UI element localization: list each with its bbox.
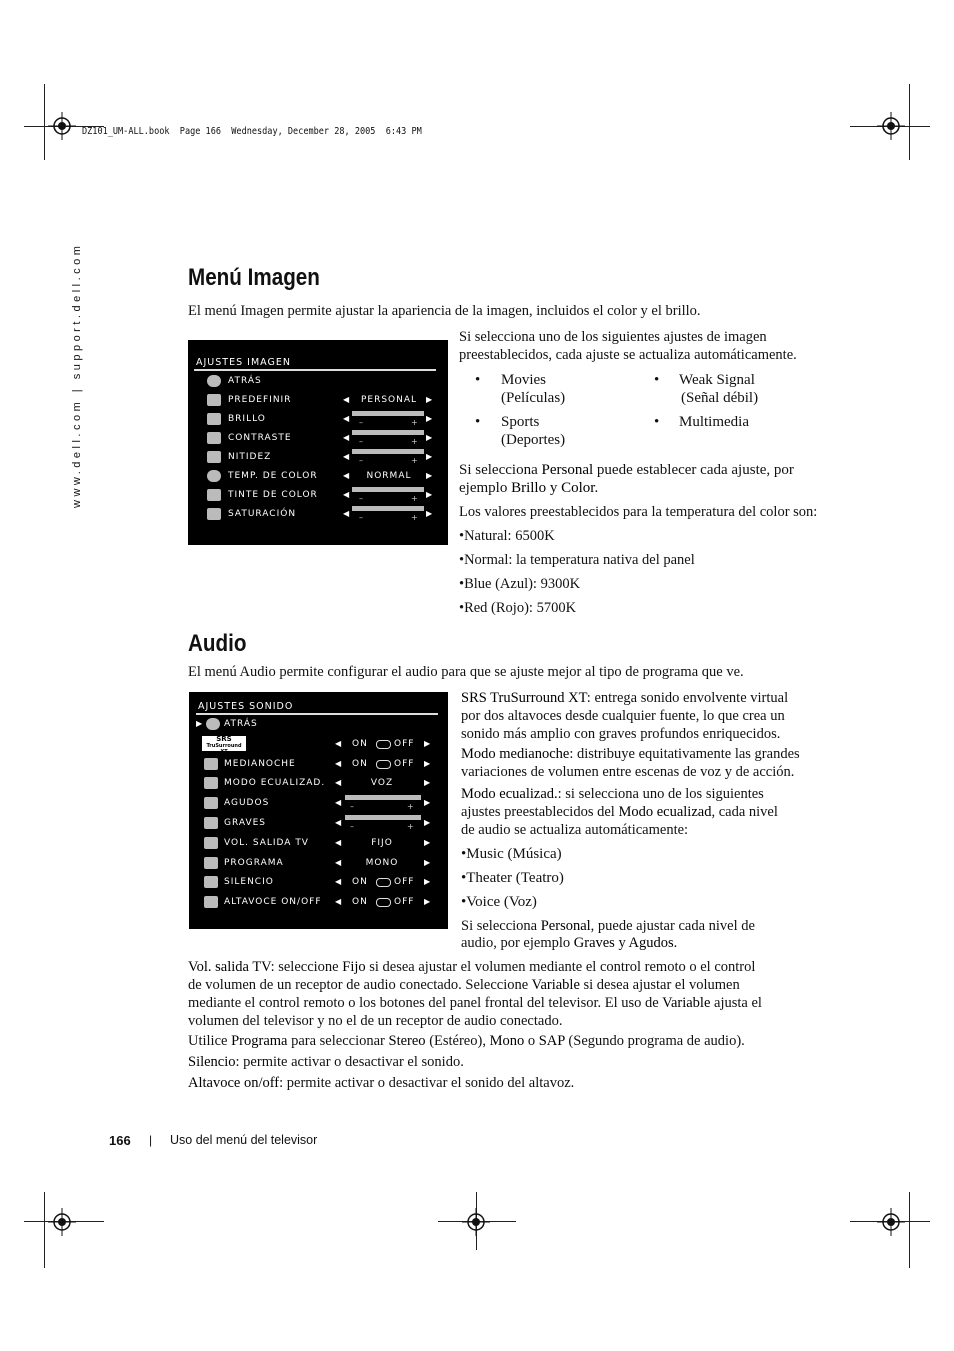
osd-row-icon [204, 837, 218, 849]
osd-row-value: VOZ [370, 778, 394, 789]
midnight-line1: Modo medianoche: distribuye equitativamente las grandes [461, 746, 800, 762]
osd-row-icon [204, 857, 218, 869]
osd-slider [352, 411, 424, 416]
osd-row [189, 715, 448, 734]
list-item: Sports [501, 414, 540, 430]
srs-trusurround-logo [202, 734, 246, 755]
osd-row [188, 486, 448, 505]
list-item: • [654, 414, 660, 430]
minus-icon: – [359, 513, 363, 522]
section-heading-imagen: Menú Imagen [188, 264, 320, 291]
minus-icon: – [359, 494, 363, 503]
osd-row [188, 391, 448, 410]
srs-logo-subtext: TruSurround XT [206, 742, 242, 755]
osd-row [189, 854, 448, 873]
silencio-line: Silencio: permite activar o desactivar el sonido. [188, 1054, 464, 1070]
toggle-switch-icon [376, 760, 391, 769]
back-icon [206, 718, 220, 730]
osd-slider [352, 506, 424, 511]
arrow-right-icon: ▶ [424, 798, 431, 808]
eq-line2: ajustes preestablecidos del Modo ecualizad, cada nivel [461, 804, 778, 820]
osd-row [188, 410, 448, 429]
audio-personal-line1: Si selecciona Personal, puede ajustar cada nivel de [461, 918, 755, 934]
arrow-left-icon: ◀ [335, 778, 342, 788]
osd-slider [352, 449, 424, 454]
registration-mark-icon [877, 1208, 905, 1236]
arrow-right-icon: ▶ [424, 897, 431, 907]
srs-line1: SRS TruSurround XT: entrega sonido envolvente virtual [461, 690, 789, 706]
eq-mode: •Music (Música) [461, 846, 562, 862]
arrow-right-icon: ▶ [426, 452, 433, 461]
osd-title: AJUSTES IMAGEN [196, 357, 291, 368]
arrow-left-icon: ◀ [335, 798, 342, 808]
registration-mark-icon [877, 112, 905, 140]
list-item: Movies [501, 372, 546, 388]
osd-row [189, 794, 448, 813]
osd-row-label: ALTAVOCE ON/OFF [224, 897, 322, 908]
osd-slider [345, 795, 421, 800]
minus-icon: – [350, 802, 354, 812]
eq-line3: de audio se actualiza automáticamente: [461, 822, 689, 838]
imagen-personal-line2: ejemplo Brillo y Color. [459, 480, 599, 496]
osd-row-label: SATURACIÓN [228, 509, 297, 519]
arrow-right-icon: ▶ [426, 471, 433, 480]
arrow-left-icon: ◀ [343, 395, 350, 404]
arrow-right-icon: ▶ [424, 738, 431, 748]
osd-divider [194, 369, 436, 371]
arrow-left-icon: ◀ [335, 897, 342, 907]
osd-row-label: MODO ECUALIZAD. [224, 778, 326, 789]
side-url: www.dell.com | support.dell.com [71, 242, 83, 508]
plus-icon: + [411, 513, 418, 522]
list-item: • [475, 414, 481, 430]
osd-row-icon [207, 508, 221, 520]
section-heading-audio: Audio [188, 630, 247, 657]
osd-row-icon [207, 394, 221, 406]
midnight-line2: variaciones de volumen entre escenas de voz y de acción. [461, 764, 795, 780]
arrow-right-icon: ▶ [426, 414, 433, 423]
minus-icon: – [359, 437, 363, 446]
list-item: (Películas) [501, 390, 566, 406]
osd-row-label: SILENCIO [224, 877, 274, 888]
osd-slider [352, 430, 424, 435]
temp-item: •Blue (Azul): 9300K [459, 576, 581, 592]
arrow-left-icon: ◀ [335, 857, 342, 867]
arrow-left-icon: ◀ [343, 452, 350, 461]
osd-row [189, 774, 448, 793]
temp-item: •Red (Rojo): 5700K [459, 600, 577, 616]
arrow-right-icon: ▶ [424, 837, 431, 847]
osd-toggle-on: ON [352, 738, 368, 749]
imagen-personal-line1: Si selecciona Personal puede establecer cada ajuste, por [459, 462, 794, 478]
vol-line3: mediante el control remoto o los botones del panel frontal del televisor. El uso de Variable ajusta el [188, 995, 762, 1011]
eq-line1: Modo ecualizad.: si selecciona uno de los siguientes [461, 786, 764, 802]
audio-personal-line2: audio, por ejemplo Graves y Agudos. [461, 935, 678, 951]
arrow-left-icon: ◀ [335, 837, 342, 847]
arrow-left-icon: ◀ [335, 738, 342, 748]
arrow-right-icon: ▶ [424, 877, 431, 887]
osd-row [189, 873, 448, 892]
list-item: (Señal débil) [681, 390, 759, 406]
osd-row-label: BRILLO [228, 414, 266, 424]
osd-row-label: GRAVES [224, 818, 266, 828]
osd-row-label: NITIDEZ [228, 452, 272, 462]
programa-line: Utilice Programa para seleccionar Stereo (Estéreo), Mono o SAP (Segundo programa de audio). [188, 1033, 745, 1049]
osd-toggle-off: OFF [394, 897, 415, 908]
osd-toggle-off: OFF [394, 758, 415, 769]
toggle-switch-icon [376, 740, 391, 749]
osd-row-value: MONO [365, 857, 399, 868]
osd-row [189, 814, 448, 833]
arrow-right-icon: ▶ [426, 509, 433, 518]
minus-icon: – [359, 456, 363, 465]
arrow-left-icon: ◀ [343, 414, 350, 423]
osd-row-label: AGUDOS [224, 798, 270, 809]
arrow-left-icon: ◀ [335, 877, 342, 887]
arrow-right-icon: ▶ [426, 395, 433, 404]
arrow-right-icon: ▶ [426, 433, 433, 442]
osd-row-label: MEDIANOCHE [224, 758, 296, 769]
temp-item: •Natural: 6500K [459, 528, 555, 544]
osd-row [189, 735, 448, 754]
plus-icon: + [407, 802, 414, 812]
osd-row [189, 834, 448, 853]
osd-row-icon [204, 758, 218, 770]
osd-row-icon [204, 777, 218, 789]
registration-mark-icon [462, 1208, 490, 1236]
srs-line2: por dos altavoces desde cualquier fuente, lo que crea un [461, 708, 785, 724]
osd-slider [352, 487, 424, 492]
osd-row-icon [204, 817, 218, 829]
osd-toggle-on: ON [352, 877, 368, 888]
arrow-right-icon: ▶ [424, 758, 431, 768]
osd-row [188, 467, 448, 486]
osd-row-icon [207, 432, 221, 444]
list-item: (Deportes) [501, 432, 566, 448]
osd-row [188, 429, 448, 448]
plus-icon: + [411, 437, 418, 446]
presets-intro-1: Si selecciona uno de los siguientes ajustes de imagen [459, 329, 767, 345]
selection-arrow-icon: ▶ [196, 719, 203, 728]
osd-row-icon [204, 797, 218, 809]
osd-row-icon [207, 375, 221, 387]
toggle-switch-icon [376, 898, 391, 907]
temp-item: •Normal: la temperatura nativa del panel [459, 552, 695, 568]
osd-row-label: PREDEFINIR [228, 395, 292, 405]
osd-row-value: FIJO [371, 837, 393, 848]
imagen-intro: El menú Imagen permite ajustar la apariencia de la imagen, incluidos el color y el brillo. [188, 303, 701, 319]
registration-mark-icon [48, 1208, 76, 1236]
list-item: Multimedia [679, 414, 749, 430]
osd-row-icon [207, 451, 221, 463]
osd-row [189, 893, 448, 912]
vol-line2: de volumen de un receptor de audio conectado. Seleccione Variable si desea ajustar el volumen [188, 977, 740, 993]
osd-row-label: ATRÁS [228, 376, 262, 386]
audio-intro: El menú Audio permite configurar el audio para que se ajuste mejor al tipo de programa que ve. [188, 664, 744, 680]
footer-separator: | [149, 1133, 153, 1147]
temp-intro: Los valores preestablecidos para la temperatura del color son: [459, 504, 818, 520]
osd-toggle-off: OFF [394, 738, 415, 749]
osd-ajustes-sonido [189, 692, 448, 929]
list-item: Weak Signal [679, 372, 755, 388]
osd-row-label: ATRÁS [224, 719, 258, 729]
srs-line3: sonido más amplio con graves profundos enriquecidos. [461, 726, 781, 742]
altavoce-line: Altavoce on/off: permite activar o desactivar el sonido del altavoz. [188, 1075, 575, 1091]
osd-row-label: CONTRASTE [228, 433, 292, 443]
arrow-left-icon: ◀ [343, 509, 350, 518]
list-item: • [475, 372, 481, 388]
osd-row-value: NORMAL [366, 471, 412, 481]
arrow-right-icon: ▶ [426, 490, 433, 499]
eq-mode: •Voice (Voz) [461, 894, 537, 910]
vol-line4: volumen del televisor y no el de un receptor de audio conectado. [188, 1013, 563, 1029]
toggle-switch-icon [376, 878, 391, 887]
arrow-left-icon: ◀ [343, 471, 350, 480]
osd-row-icon [207, 489, 221, 501]
arrow-right-icon: ▶ [424, 818, 431, 827]
osd-slider [345, 815, 421, 820]
minus-icon: – [359, 418, 363, 427]
osd-row-label: TINTE DE COLOR [228, 490, 318, 500]
osd-row [188, 448, 448, 467]
arrow-left-icon: ◀ [343, 490, 350, 499]
arrow-left-icon: ◀ [335, 818, 342, 827]
page-number: 166 [109, 1133, 131, 1148]
osd-row-icon [207, 413, 221, 425]
osd-row-label: VOL. SALIDA TV [224, 837, 309, 848]
osd-row [188, 505, 448, 524]
osd-row-icon [204, 896, 218, 908]
osd-row-label: TEMP. DE COLOR [228, 471, 318, 481]
arrow-right-icon: ▶ [424, 778, 431, 788]
minus-icon: – [350, 822, 354, 831]
osd-row [189, 755, 448, 774]
osd-toggle-off: OFF [394, 877, 415, 888]
osd-row-icon [204, 876, 218, 888]
arrow-left-icon: ◀ [343, 433, 350, 442]
footer-section: Uso del menú del televisor [170, 1133, 318, 1147]
list-item: • [654, 372, 660, 388]
plus-icon: + [411, 494, 418, 503]
osd-title: AJUSTES SONIDO [198, 701, 294, 712]
plus-icon: + [411, 456, 418, 465]
file-info-header: DZ101_UM-ALL.book Page 166 Wednesday, December 28, 2005 6:43 PM [82, 126, 422, 137]
osd-row-label: PROGRAMA [224, 857, 284, 868]
plus-icon: + [407, 822, 414, 831]
osd-toggle-on: ON [352, 758, 368, 769]
osd-toggle-on: ON [352, 897, 368, 908]
osd-row-value: PERSONAL [360, 395, 418, 405]
plus-icon: + [411, 418, 418, 427]
vol-line1: Vol. salida TV: seleccione Fijo si desea ajustar el volumen mediante el control remoto o el control [188, 959, 756, 975]
registration-mark-icon [48, 112, 76, 140]
arrow-right-icon: ▶ [424, 857, 431, 867]
osd-row [188, 372, 448, 391]
osd-ajustes-imagen [188, 340, 448, 545]
osd-row-icon [207, 470, 221, 482]
srs-logo-text: SRS [216, 734, 232, 743]
eq-mode: •Theater (Teatro) [461, 870, 564, 886]
presets-intro-2: preestablecidos, cada ajuste se actualiza automáticamente. [459, 347, 797, 363]
arrow-left-icon: ◀ [335, 758, 342, 768]
